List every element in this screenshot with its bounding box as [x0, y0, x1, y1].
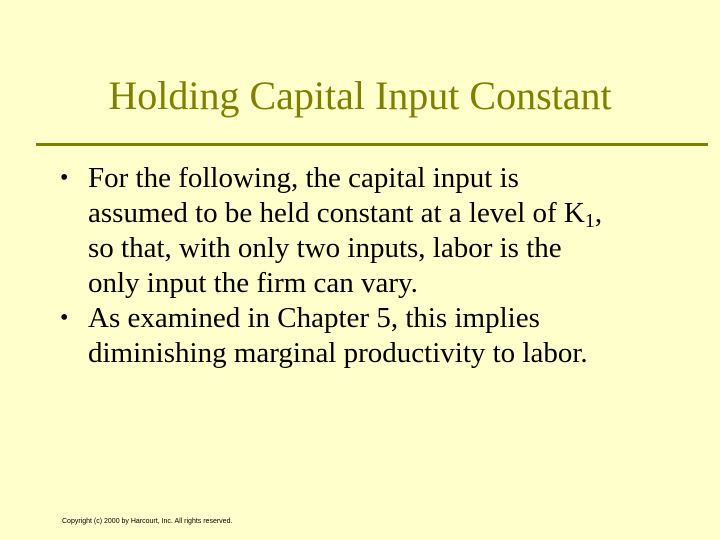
title-divider	[36, 143, 708, 146]
bullet-item-2	[60, 301, 680, 371]
bullet-1-line-3: so that, with only two inputs, labor is the	[88, 232, 562, 264]
bullet-1-line-2-comma: ,	[594, 197, 603, 229]
bullet-2-line-1: As examined in Chapter 5, this implies	[88, 302, 540, 334]
bullet-1-line-2-text: assumed to be held constant at a level of K	[88, 197, 585, 229]
bullet-dot: •	[60, 165, 69, 191]
bullet-item-1	[60, 161, 680, 301]
bullet-2-line-2: diminishing marginal productivity to labor.	[88, 337, 588, 369]
k-subscript: 1	[584, 210, 595, 232]
bullet-1-line-4: only input the firm can vary.	[88, 267, 418, 299]
slide-title: Holding Capital Input Constant	[108, 73, 612, 118]
bullet-dot: •	[60, 305, 69, 331]
bullet-list	[60, 161, 680, 371]
copyright-footer: Copyright (c) 2000 by Harcourt, Inc. All rights reserved.	[62, 518, 233, 525]
bullet-1-line-1: For the following, the capital input is	[88, 162, 519, 194]
bullet-1-line-2	[88, 196, 680, 231]
